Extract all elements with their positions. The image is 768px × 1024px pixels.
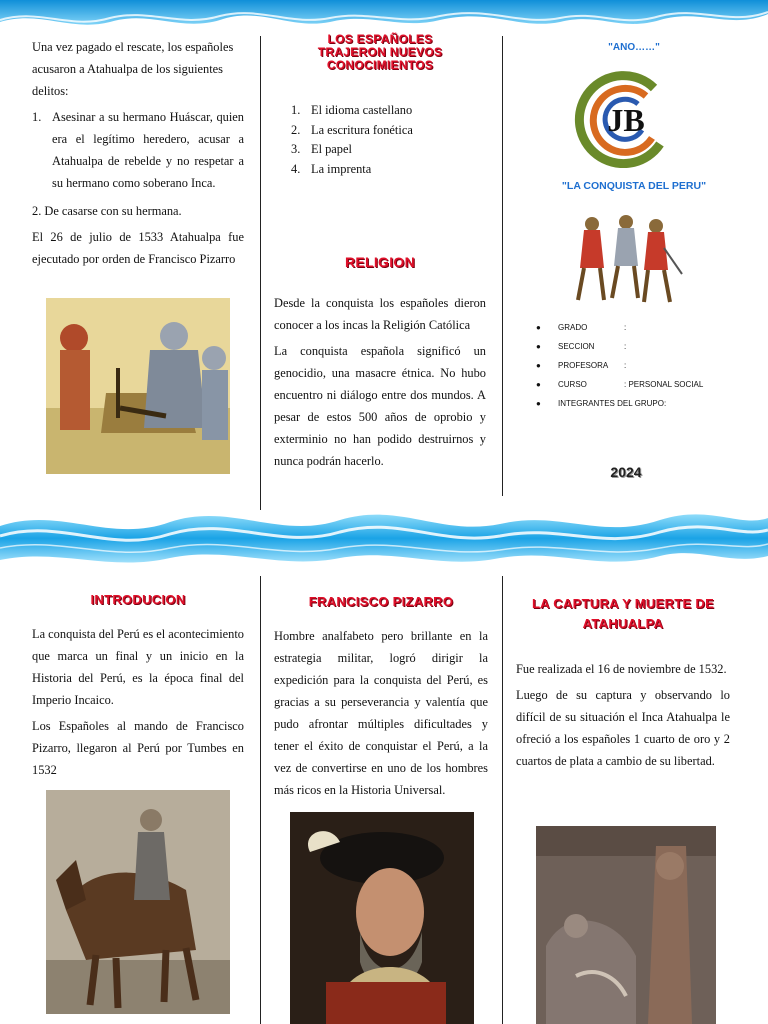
cover-year: 2024 — [610, 464, 642, 480]
capture-paragraph-1: Fue realizada el 16 de noviembre de 1532. — [516, 662, 727, 676]
atahualpa-illustration — [536, 826, 716, 1024]
logo — [574, 70, 676, 168]
religion-paragraph-2: La conquista española significó un genocidio, una masacre étnica. No hubo encuentro ni diálogo entre dos mundos. A pesar de estos 500 años de oprobio y exterminio no han podido destruirnos y nunca podrán hacerlo. — [274, 344, 486, 468]
cover-subtitle: "LA CONQUISTA DEL PERU" — [561, 180, 707, 192]
capture-title: LA CAPTURA Y MUERTE DE ATAHUALPA — [531, 596, 715, 631]
pizarro-paragraph: Hombre analfabeto pero brillante en la estrategia militar, logró dirigir la expedición para la conquista del Perú, es gracias a su perseverancia y valentía que pudo afrontar múltiples dificultades y tener el éxito de conquistar el Perú, a la vez de convertirse en uno de los hombres más ricos en la Historia Universal. — [274, 629, 488, 797]
capture-paragraph-2: Luego de su captura y observando lo difícil de su situación el Inca Atahualpa le ofreció a los españoles 1 cuarto de oro y 2 cuartos de plata a cambio de su libertad. — [516, 688, 730, 768]
panel-knowledge — [274, 33, 486, 476]
cover-info-list — [536, 318, 746, 413]
info-field-integrantes: ● INTEGRANTES DEL GRUPO: — [536, 399, 667, 408]
execution-illustration — [46, 298, 230, 474]
column-divider — [260, 576, 261, 1024]
panel-cover — [514, 36, 754, 53]
introduction-paragraph-1: La conquista del Perú es el acontecimiento que marca un final y un inicio en la Historia del Perú, es la época final del Imperio Incaico. — [32, 627, 244, 707]
pizarro-title: FRANCISCO PIZARRO — [308, 594, 454, 609]
knowledge-list — [274, 101, 486, 179]
charge-item-2: 2. De casarse con su hermana. — [32, 204, 182, 218]
introduction-title: INTRODUCION — [90, 592, 186, 607]
year-label: "ANO……" — [608, 42, 660, 53]
execution-text: El 26 de julio de 1533 Atahualpa fue ejecutado por orden de Francisco Pizarro — [32, 230, 244, 266]
list-item: 1. El idioma castellano — [291, 103, 413, 117]
info-field-profesora: ● PROFESORA : — [536, 361, 627, 370]
column-divider — [502, 576, 503, 1024]
panel-introduction — [32, 592, 244, 785]
pizarro-horse-painting — [46, 790, 230, 1014]
panel-pizarro — [274, 594, 488, 805]
middle-wave-banner — [0, 496, 768, 578]
logo-text: JB — [607, 102, 645, 138]
info-field-seccion: ● SECCION : — [536, 342, 627, 351]
top-wave-banner — [0, 0, 768, 34]
religion-paragraph-1: Desde la conquista los españoles dieron conocer a los incas la Religión Católica — [274, 296, 486, 332]
list-item: 4. La imprenta — [291, 161, 372, 176]
panel-charges — [32, 36, 244, 274]
charge-number: 1. — [32, 110, 42, 124]
introduction-paragraph-2: Los Españoles al mando de Francisco Pizarro, llegaron al Perú por Tumbes en 1532 — [32, 719, 244, 777]
conquistadors-illustration — [564, 208, 684, 308]
charges-intro: Una vez pagado el rescate, los españoles acusaron a Atahualpa de los siguientes delitos: — [32, 40, 234, 98]
column-divider — [260, 36, 261, 510]
pizarro-portrait — [290, 812, 474, 1024]
knowledge-title: LOS ESPAÑOLES TRAJERON NUEVOS CONOCIMIENTOS — [317, 32, 443, 72]
column-divider — [502, 36, 503, 496]
charge-item: Asesinar a su hermano Huáscar, quien era el legítimo heredero, acusar a Atahualpa de rebelde y no respetar a su hermano como soberano Inca. — [52, 110, 244, 190]
info-field-curso: ● CURSO : PERSONAL SOCIAL — [536, 380, 704, 389]
religion-title: RELIGION — [344, 254, 416, 270]
info-field-grado: ● GRADO : — [536, 323, 627, 332]
panel-capture — [516, 594, 730, 776]
list-item: 2. La escritura fonética — [291, 122, 413, 137]
list-item: 3. El papel — [291, 142, 352, 156]
